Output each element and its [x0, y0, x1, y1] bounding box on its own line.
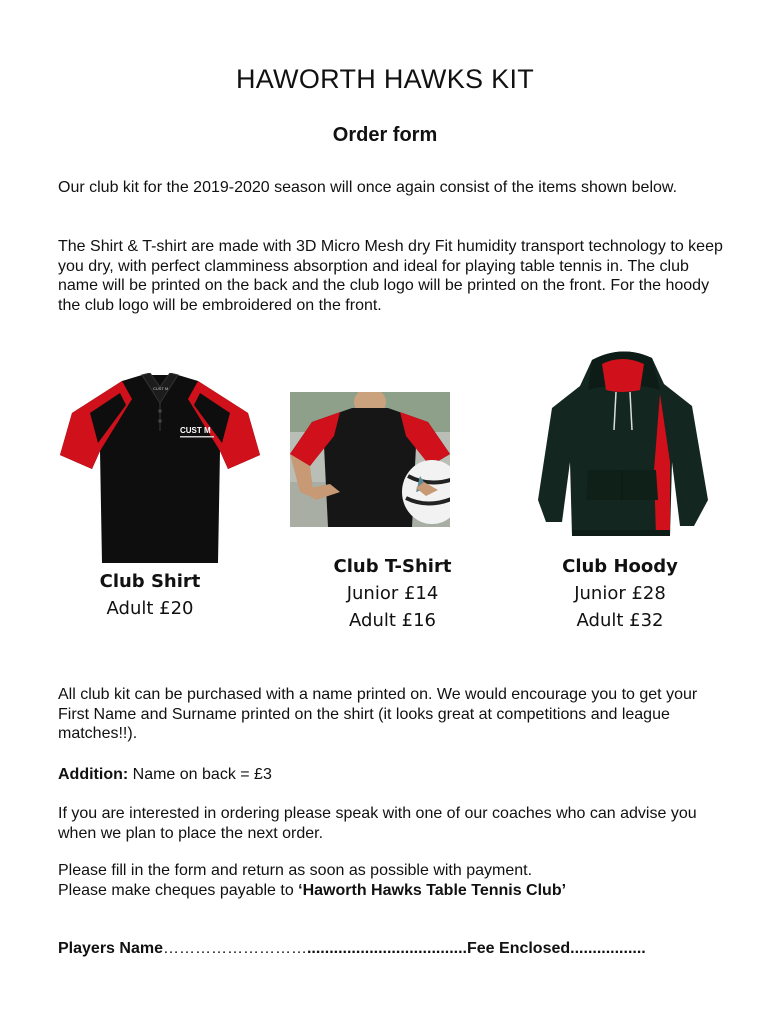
club-hoody-adult-price: Adult £32: [576, 610, 664, 631]
cheque-instruction: [58, 881, 728, 901]
payment-instruction: Please fill in the form and return as soon as possible with payment.: [58, 862, 533, 879]
club-tshirt-adult-price: Adult £16: [349, 610, 436, 631]
club-tshirt-name: Club T-Shirt: [333, 556, 452, 577]
club-hoody-caption: [540, 553, 700, 634]
page-subtitle: Order form: [332, 124, 438, 146]
club-tshirt-junior-price: Junior £14: [346, 583, 439, 604]
club-hoody-name: Club Hoody: [562, 556, 678, 577]
addition-text: Name on back = £3: [128, 766, 272, 783]
order-entry-line: [58, 939, 728, 959]
club-tshirt-caption: [310, 553, 475, 634]
players-name-field-continued[interactable]: ....................................: [306, 940, 467, 957]
club-shirt-adult-price: Adult £20: [106, 598, 194, 619]
club-hoody-junior-price: Junior £28: [574, 583, 666, 604]
club-shirt-image: [60, 373, 260, 565]
name-printing-paragraph: All club kit can be purchased with a name printed on. We would encourage you to get your First Name and Surname printed on the shirt (it looks great at competitions and league matches!!).: [58, 686, 698, 743]
fabric-description-paragraph: The Shirt & T-shirt are made with 3D Micro Mesh dry Fit humidity transport technology to keep you dry, with perfect clamminess absorption and ideal for playing table tennis in. The club name will be printed on the back and the club logo will be printed on the front. For the hoody the club logo will be embroidered on the front.: [58, 238, 723, 314]
shirt-logo-text: CUST M: [180, 426, 211, 435]
club-shirt-caption: [70, 568, 230, 622]
players-name-field[interactable]: ………………………: [162, 940, 307, 957]
addition-label: Addition:: [58, 766, 129, 783]
cheque-prefix: Please make cheques payable to: [58, 881, 299, 899]
intro-paragraph: Our club kit for the 2019-2020 season will once again consist of the items shown below.: [58, 179, 678, 196]
club-shirt-graphic: [60, 373, 260, 563]
payee-name: ‘Haworth Hawks Table Tennis Club’: [298, 881, 567, 899]
fee-enclosed-field[interactable]: .................: [570, 940, 646, 957]
club-tshirt-graphic: [290, 392, 450, 527]
page-title: HAWORTH HAWKS KIT: [235, 64, 535, 94]
club-hoody-graphic: [538, 351, 708, 536]
payment-paragraph: [58, 861, 728, 900]
ordering-paragraph: If you are interested in ordering please speak with one of our coaches who can advise you when we plan to place the next order.: [58, 805, 697, 842]
shirt-collar-logo: CUST M: [153, 386, 169, 391]
addition-line: [58, 765, 728, 785]
club-shirt-name: Club Shirt: [99, 571, 201, 592]
club-hoody-image: [532, 350, 712, 540]
players-name-label: Players Name: [58, 940, 163, 957]
fee-enclosed-label: Fee Enclosed: [467, 940, 571, 957]
club-tshirt-image: [290, 392, 450, 527]
